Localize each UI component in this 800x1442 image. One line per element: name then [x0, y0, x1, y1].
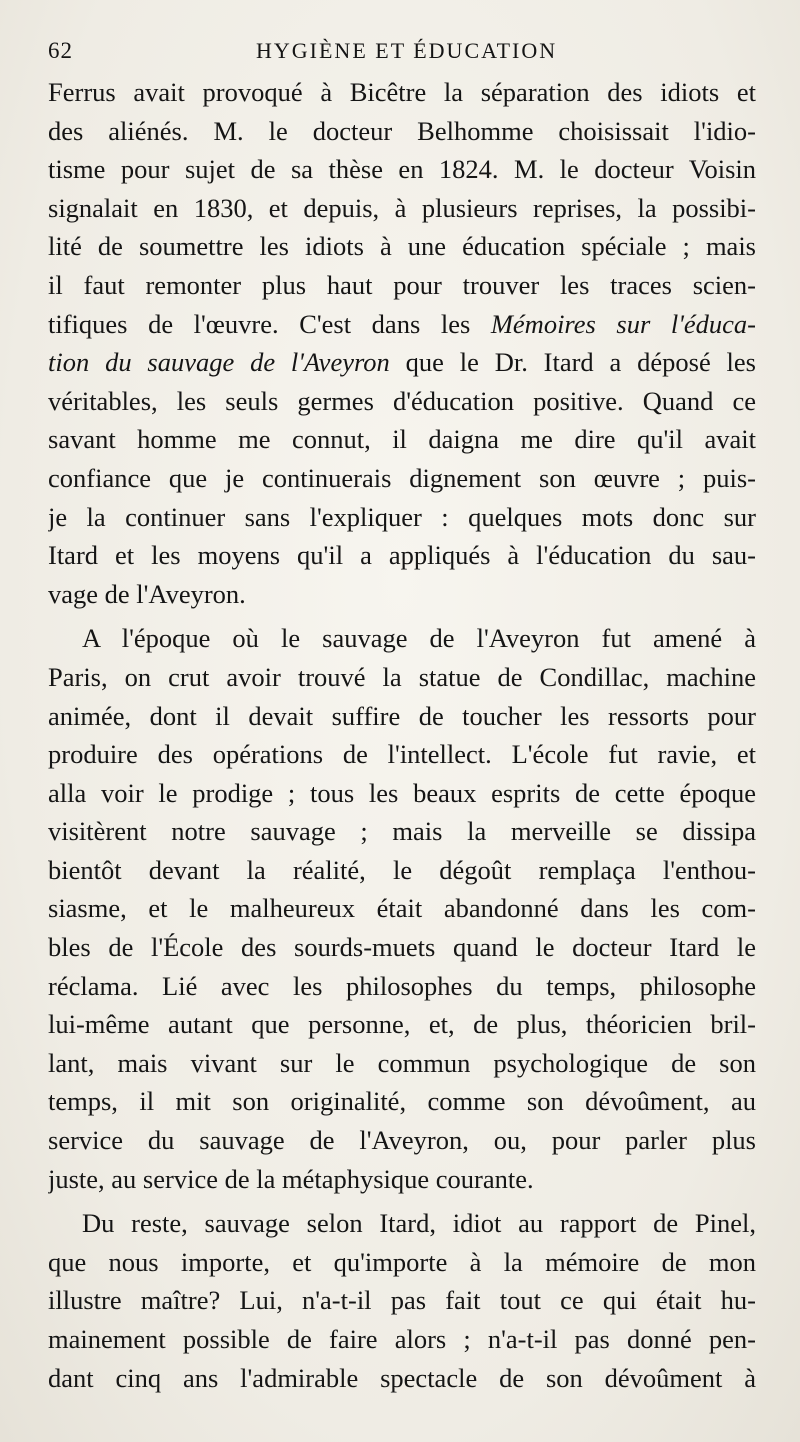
text-line: véritables, les seuls germes d'éducation positive. Quand ce: [48, 385, 756, 416]
text-line: temps, il mit son originalité, comme son dévoûment, au: [48, 1086, 756, 1117]
text-line: dant cinq ans l'admirable spectacle de son dévoûment à: [48, 1362, 756, 1393]
text-line: Ferrus avait provoqué à Bicêtre la séparation des idiots et: [48, 77, 756, 107]
page-number: 62: [48, 38, 73, 63]
text-line: tion du sauvage de l'Aveyron que le Dr. Itard a déposé les: [48, 347, 756, 378]
text-line: lité de soumettre les idiots à une éducation spéciale ; mais: [48, 231, 756, 262]
text-line: animée, dont il devait suffire de toucher les ressorts pour: [48, 700, 756, 731]
text-line: juste, au service de la métaphysique courante.: [48, 1163, 534, 1194]
text-line: siasme, et le malheureux était abandonné dans les com-: [48, 893, 756, 924]
text-line: lant, mais vivant sur le commun psychologique de son: [48, 1047, 756, 1078]
text-line: signalait en 1830, et depuis, à plusieurs reprises, la possibi-: [48, 192, 756, 223]
text-line: il faut remonter plus haut pour trouver les traces scien-: [48, 269, 756, 300]
body-text: [48, 73, 756, 1397]
paragraph: [48, 73, 756, 613]
text-line: bles de l'École des sourds-muets quand le docteur Itard le: [48, 932, 756, 963]
text-line: produire des opérations de l'intellect. L'école fut ravie, et: [48, 739, 756, 770]
text-line: que nous importe, et qu'importe à la mémoire de mon: [48, 1246, 756, 1277]
text-line: lui-même autant que personne, et, de plus, théoricien bril-: [48, 1009, 756, 1040]
text-line: je la continuer sans l'expliquer : quelques mots donc sur: [48, 501, 756, 532]
text-line: savant homme me connut, il daigna me dire qu'il avait: [48, 424, 756, 455]
text-line: alla voir le prodige ; tous les beaux esprits de cette époque: [48, 777, 756, 808]
page-header: [48, 38, 760, 72]
text-line: tifiques de l'œuvre. C'est dans les Mémoires sur l'éduca-: [48, 308, 756, 339]
paragraph: [48, 619, 756, 1198]
text-line: illustre maître? Lui, n'a-t-il pas fait tout ce qui était hu-: [48, 1285, 756, 1316]
text-line: confiance que je continuerais dignement son œuvre ; puis-: [48, 462, 756, 493]
running-head: HYGIÈNE ET ÉDUCATION: [256, 38, 558, 63]
text-line: des aliénés. M. le docteur Belhomme choisissait l'idio-: [48, 115, 756, 146]
text-line: service du sauvage de l'Aveyron, ou, pour parler plus: [48, 1125, 756, 1156]
text-line: tisme pour sujet de sa thèse en 1824. M. le docteur Voisin: [48, 154, 756, 185]
text-line: réclama. Lié avec les philosophes du temps, philosophe: [48, 970, 756, 1001]
text-line: Du reste, sauvage selon Itard, idiot au rapport de Pinel,: [82, 1208, 756, 1239]
text-line: visitèrent notre sauvage ; mais la merveille se dissipa: [48, 816, 756, 847]
text-line: mainement possible de faire alors ; n'a-t-il pas donné pen-: [48, 1324, 756, 1354]
text-line: A l'époque où le sauvage de l'Aveyron fut amené à: [82, 623, 756, 654]
text-line: bientôt devant la réalité, le dégoût remplaça l'enthou-: [48, 854, 756, 885]
text-line: Itard et les moyens qu'il a appliqués à l'éducation du sau-: [48, 540, 756, 571]
paragraph: [48, 1204, 756, 1397]
text-line: vage de l'Aveyron.: [48, 578, 246, 609]
text-line: Paris, on crut avoir trouvé la statue de Condillac, machine: [48, 661, 756, 692]
